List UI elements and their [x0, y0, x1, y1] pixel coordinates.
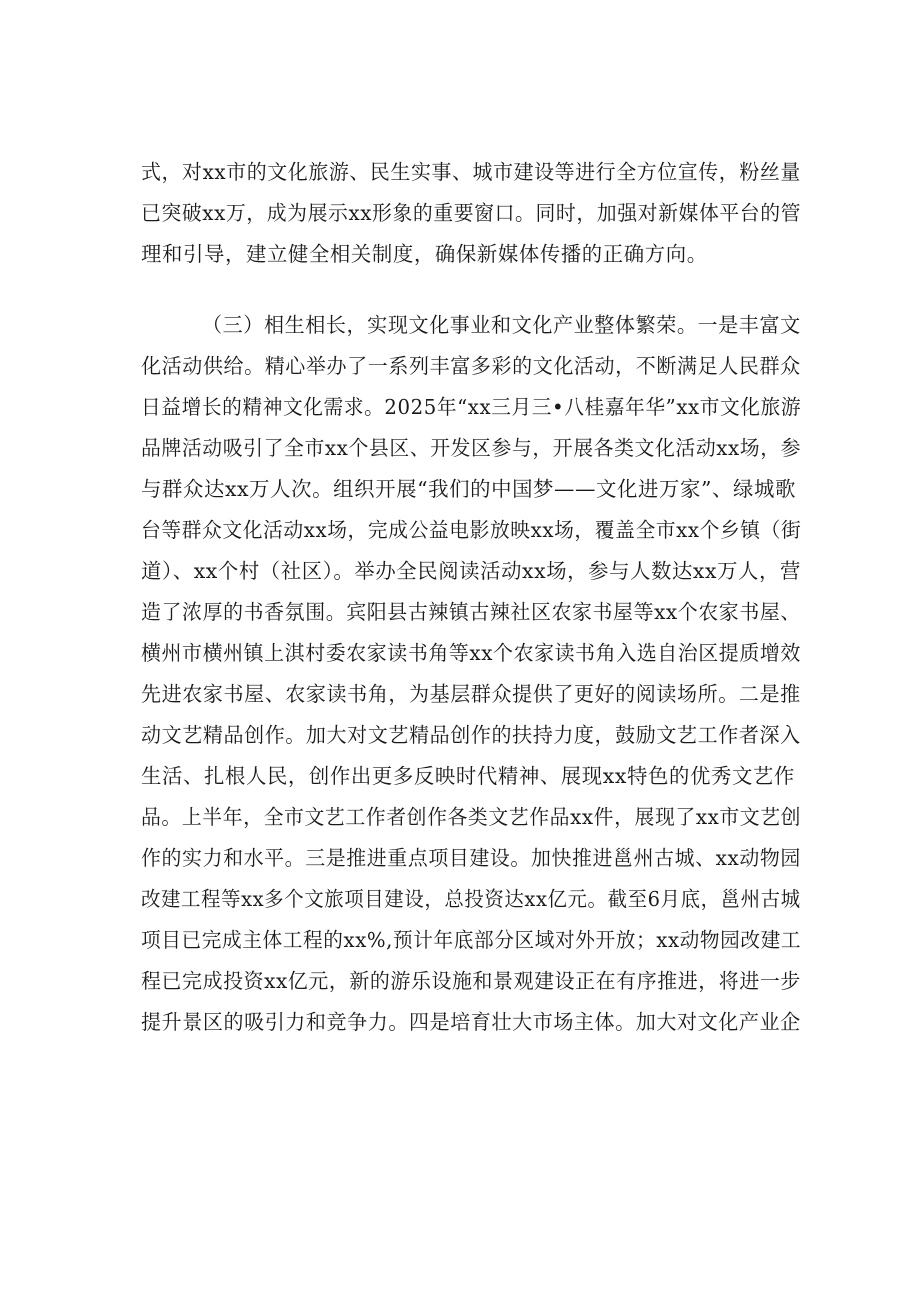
text-line: 日益增长的精神文化需求。2025年“xx三月三•八桂嘉年华”xx市文化旅游: [141, 395, 802, 419]
text-line: 化活动供给。精心举办了一系列丰富多彩的文化活动，不断满足人民群众: [141, 354, 801, 378]
text-line: 造了浓厚的书香氛围。宾阳县古辣镇古辣社区农家书屋等xx个农家书屋、: [141, 600, 801, 624]
text-line: 程已完成投资xx亿元，新的游乐设施和景观建设正在有序推进，将进一步: [141, 969, 801, 993]
text-line: 先进农家书屋、农家读书角，为基层群众提供了更好的阅读场所。二是推: [141, 682, 801, 706]
text-line: 生活、扎根人民，创作出更多反映时代精神、展现xx特色的优秀文艺作: [141, 764, 795, 788]
text-line: 式，对xx市的文化旅游、民生实事、城市建设等进行全方位宣传，粉丝量: [141, 160, 801, 184]
text-line: 道）、xx个村（社区）。举办全民阅读活动xx场，参与人数达xx万人，营: [141, 559, 801, 583]
paragraph-new-media: [141, 158, 801, 268]
text-line: 动文艺精品创作。加大对文艺精品创作的扶持力度，鼓励文艺工作者深入: [141, 723, 801, 747]
text-line: 作的实力和水平。三是推进重点项目建设。加快推进邕州古城、xx动物园: [141, 846, 801, 870]
text-line: 与群众达xx万人次。组织开展“我们的中国梦——文化进万家”、绿城歌: [141, 477, 796, 501]
text-line: 项目已完成主体工程的xx%,预计年底部分区域对外开放；xx动物园改建工: [141, 928, 802, 952]
text-line: 横州市横州镇上淇村委农家读书角等xx个农家读书角入选自治区提质增效: [141, 641, 801, 665]
text-line: 品。上半年，全市文艺工作者创作各类文艺作品xx件，展现了xx市文艺创: [141, 805, 802, 829]
text-line: 提升景区的吸引力和竞争力。四是培育壮大市场主体。加大对文化产业企: [141, 1010, 801, 1034]
text-line: （三）相生相长，实现文化事业和文化产业整体繁荣。一是丰富文: [202, 313, 801, 337]
text-line: 品牌活动吸引了全市xx个县区、开发区参与，开展各类文化活动xx场，参: [141, 436, 802, 460]
paragraph-culture-prosperity: [141, 311, 801, 1131]
text-line: 改建工程等xx多个文旅项目建设，总投资达xx亿元。截至6月底，邕州古城: [141, 887, 801, 911]
text-line: 台等群众文化活动xx场，完成公益电影放映xx场，覆盖全市xx个乡镇（街: [141, 518, 802, 542]
text-line: 理和引导，建立健全相关制度，确保新媒体传播的正确方向。: [141, 242, 708, 266]
text-line: 已突破xx万，成为展示xx形象的重要窗口。同时，加强对新媒体平台的管: [141, 201, 802, 225]
